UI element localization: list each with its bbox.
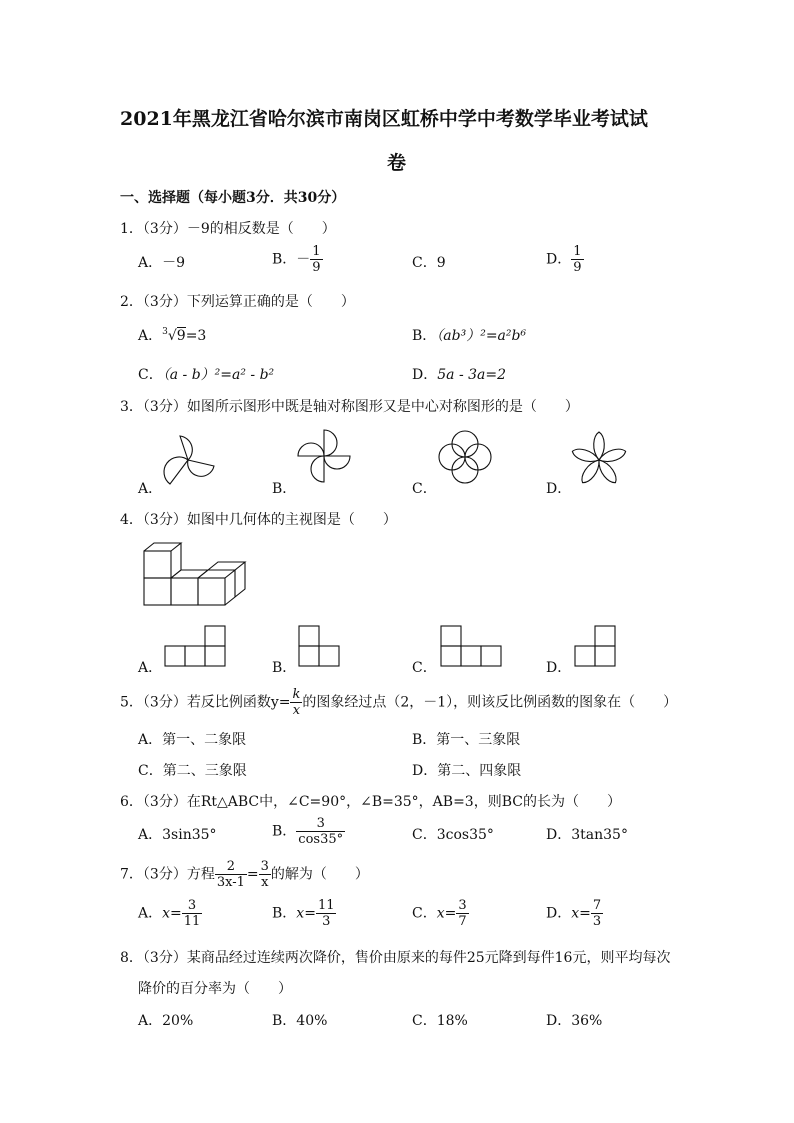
q4-option-d-label: D． [546,660,572,676]
q8-stem-line1: 8．（3分）某商品经过连续两次降价，售价由原来的每件25元降到每件16元，则平均每次 [120,950,671,966]
q7-stem: 7．（3分）方程 $\frac{2}{3x-1}$ = $\frac{3}{x}$ 的解为（ ） [120,859,369,890]
q3-figure-a-fan [160,432,220,492]
q7-option-c: C．x= $\frac{3}{7}$ [412,898,467,929]
q5-option-c: C．第二、三象限 [138,763,247,779]
q1-option-b: B．－ $\frac{1}{9}$ [272,244,321,275]
q3-option-a-label: A． [138,481,163,497]
q4-option-c-label: C． [412,660,437,676]
q6-option-d: D．3tan35° [546,827,628,843]
q5-stem: 5．（3分）若反比例函数y= $\frac{k}{x}$ 的图象经过点（2，－1），则该反比例函数的图象在（ ） [120,687,678,718]
q3-option-d-label: D． [546,481,572,497]
q4-view-a [164,625,230,669]
q2-option-c: C．（a - b）²=a² - b² [138,367,275,383]
q4-view-c [440,625,506,669]
q4-option-b-label: B． [272,660,297,676]
q7-option-b: B．x= $\frac{11}{3}$ [272,898,335,929]
q4-stem: 4．（3分）如图中几何体的主视图是（ ） [120,512,397,528]
q1-option-c: C．9 [412,255,446,271]
q7-option-a: A．x= $\frac{3}{11}$ [138,898,201,929]
q1-option-d: D． $\frac{1}{9}$ [546,244,582,275]
q8-option-d: D．36% [546,1013,603,1029]
q4-view-b [298,625,344,669]
q3-stem: 3．（3分）如图所示图形中既是轴对称图形又是中心对称图形的是（ ） [120,399,579,415]
q1-option-a: A．－9 [138,255,186,271]
q3-figure-d-flower [570,430,630,490]
q3-figure-b-pinwheel [296,428,356,488]
q2-stem: 2．（3分）下列运算正确的是（ ） [120,294,355,310]
q5-option-a: A．第一、二象限 [138,732,247,748]
q6-stem: 6．（3分）在Rt△ABC中，∠C=90°，∠B=35°，AB=3，则BC的长为（ ） [120,794,621,810]
q6-option-c: C．3cos35° [412,827,494,843]
q7-option-d: D．x= $\frac{7}{3}$ [546,898,602,929]
q2-option-a: A．$^3$√9=3 [138,327,207,344]
q8-option-b: B．40% [272,1013,328,1029]
q8-option-a: A．20% [138,1013,194,1029]
q3-option-b-label: B． [272,481,297,497]
q4-view-d [574,625,620,669]
q2-option-b: B．（ab³）²=a²b⁶ [412,328,527,344]
q4-option-a-label: A． [138,660,163,676]
q3-option-c-label: C． [412,481,437,497]
q5-option-b: B．第一、三象限 [412,732,521,748]
q4-solid-figure [142,540,252,610]
q5-option-d: D．第二、四象限 [412,763,522,779]
q6-option-b: B． $\frac{3}{\cos 35^\circ}$ [272,816,344,847]
section-heading: 一、选择题（每小题3分．共30分） [120,190,346,206]
q8-stem-line2: 降价的百分率为（ ） [138,981,292,997]
q3-figure-c-circles [436,428,496,488]
page-title-line2: 卷 [387,152,407,174]
q8-option-c: C．18% [412,1013,468,1029]
q1-stem: 1．（3分）－9的相反数是（ ） [120,221,336,237]
q2-option-d: D．5a - 3a=2 [412,367,507,383]
page-title-line1: 2021年黑龙江省哈尔滨市南岗区虹桥中学中考数学毕业考试试 [120,108,648,130]
q6-option-a: A．3sin35° [138,827,217,843]
